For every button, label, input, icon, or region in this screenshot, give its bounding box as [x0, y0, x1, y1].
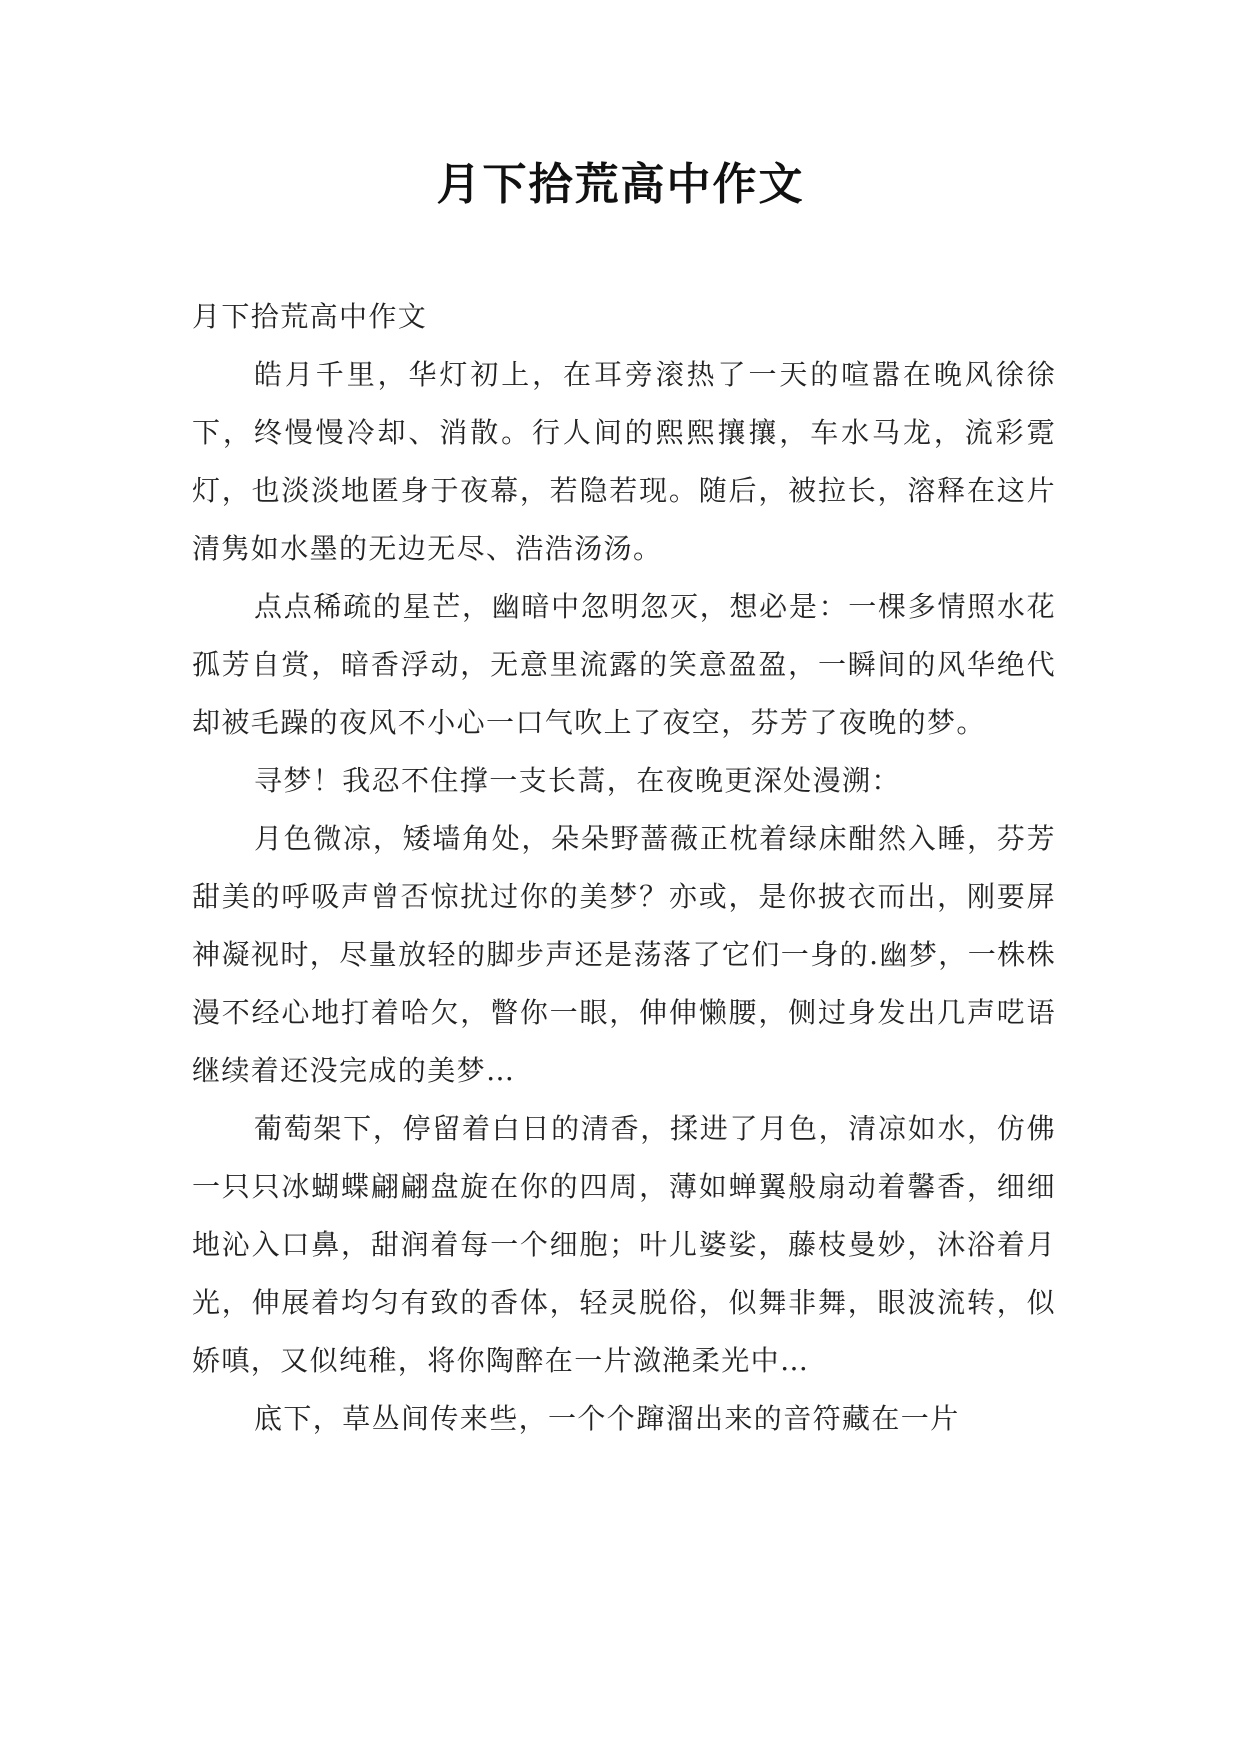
paragraph-3: 寻梦！我忍不住撑一支长蒿，在夜晚更深处漫溯： [254, 764, 901, 797]
document-title: 月下拾荒高中作文 [436, 159, 805, 210]
paragraph-1: 皓月千里，华灯初上，在耳旁滚热了一天的喧嚣在晚风徐徐下，终慢慢冷却、消散。行人间的熙熙攘攘，车水马龙，流彩霓灯，也淡淡地匿身于夜幕，若隐若现。随后，被拉长，溶释在这片清隽如水墨的无边无尽、浩浩汤汤。 [192, 358, 1056, 565]
document-body [192, 288, 1056, 1448]
paragraph-5: 葡萄架下，停留着白日的清香，揉进了月色，清凉如水，仿佛一只只冰蝴蝶翩翩盘旋在你的四周，薄如蝉翼般扇动着馨香，细细地沁入口鼻，甜润着每一个细胞；叶儿婆娑，藤枝曼妙，沐浴着月光，伸展着均匀有致的香体，轻灵脱俗，似舞非舞，眼波流转，似娇嗔，又似纯稚，将你陶醉在一片潋滟柔光中… [192, 1112, 1056, 1377]
document-subtitle: 月下拾荒高中作文 [192, 300, 428, 333]
paragraph-2: 点点稀疏的星芒，幽暗中忽明忽灭，想必是：一棵多情照水花孤芳自赏，暗香浮动，无意里流露的笑意盈盈，一瞬间的风华绝代却被毛躁的夜风不小心一口气吹上了夜空，芬芳了夜晚的梦。 [192, 590, 1056, 739]
paragraph-6: 底下，草丛间传来些，一个个蹿溜出来的音符藏在一片 [254, 1402, 960, 1435]
paragraph-4: 月色微凉，矮墙角处，朵朵野蔷薇正枕着绿床酣然入睡，芬芳甜美的呼吸声曾否惊扰过你的美梦？亦或，是你披衣而出，刚要屏神凝视时，尽量放轻的脚步声还是荡落了它们一身的.幽梦，一株株漫不经心地打着哈欠，瞥你一眼，伸伸懒腰，侧过身发出几声呓语继续着还没完成的美梦… [192, 822, 1056, 1087]
